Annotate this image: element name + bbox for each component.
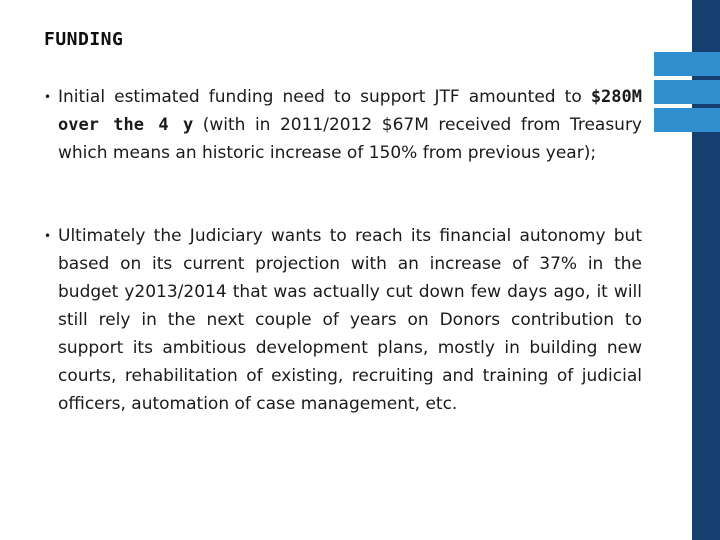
bullet-icon: •	[44, 229, 52, 243]
decorative-light-band	[654, 52, 720, 76]
bullet-text-pre: Initial estimated funding need to support JTF amounted to	[58, 87, 591, 107]
bullet-item-financial-autonomy	[44, 222, 642, 418]
bullet-text-post: (with in 2011/2012 $67M received from Treasury which means an historic increase of 150% from previous year);	[58, 115, 642, 163]
slide-title: FUNDING	[44, 29, 124, 50]
decorative-light-band	[654, 80, 720, 104]
bullet-icon: •	[44, 90, 52, 104]
decorative-light-band	[654, 108, 720, 132]
bullet-item-funding-need	[44, 83, 642, 167]
bullet-text	[58, 83, 642, 167]
bullet-text-emphasis: $280M over the 4 y	[58, 87, 642, 135]
bullet-text: Ultimately the Judiciary wants to reach its financial autonomy but based on its current projection with an increase of 37% in the budget y2013/2014 that was actually cut down few days ago, it will still rely in the next couple of years on Donors contribution to support its ambitious development plans, mostly in building new courts, rehabilitation of existing, recruiting and training of judicial officers, automation of case management, etc.	[58, 226, 642, 414]
